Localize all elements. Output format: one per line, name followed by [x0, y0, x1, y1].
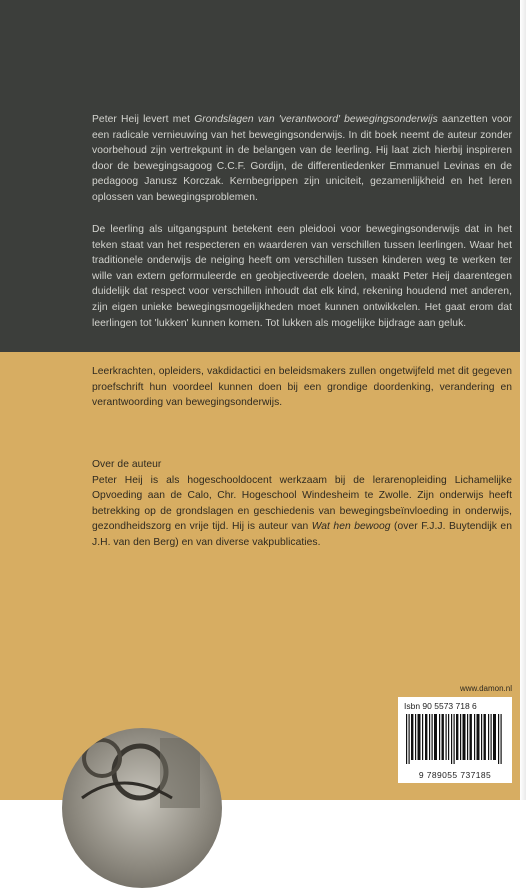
barcode-block: [398, 684, 512, 783]
photo-detail: [62, 728, 222, 888]
barcode-bars: [404, 714, 506, 764]
intro-paragraph: [92, 112, 512, 206]
author-photo: [62, 728, 222, 888]
argument-paragraph: De leerling als uitgangspunt betekent een pleidooi voor bewegingsonderwijs dat in het teken staat van het respecteren en waarderen van verschillen tussen leerlingen. Waar het traditionele onderwijs de neiging heeft om verschillen tussen kinderen weg te werken ter wille van extern geformuleerde en geobjectiveerde doelen, maakt Peter Heij daarentegen duidelijk dat respect voor verschillen inhoudt dat elk kind, rekening houdend met anderen, zijn eigen unieke bewegingsmogelijkheden moet kunnen ontwikkelen. Het gaat erom dat leerlingen tot 'lukken' kunnen komen. Tot lukken als mogelijke bijdrage aan geluk.: [92, 224, 512, 329]
barcode-label: [398, 697, 512, 783]
about-author-section: [92, 457, 512, 551]
author-book-title: Wat hen bewoog: [311, 521, 391, 533]
barcode-number: 9 789055 737185: [418, 770, 492, 780]
intro-rest: aanzetten voor een radicale vernieuwing van het bewegingsonderwijs. In dit boek neemt de auteur zonder voorbehoud zijn vertrekpunt in de belangen van de leerling. Hij laat zich hierbij inspireren door de bewegingsagoog C.C.F. Gordijn, de differentiedenker Emmanuel Levinas en de pedagoog Janusz Korczak. Kernbegrippen zijn uniciteit, gezamenlijkheid en het leren oplossen van bewegingsproblemen.: [92, 114, 512, 203]
publisher-url: www.damon.nl: [459, 684, 512, 693]
about-author-text-end: (over F.J.J. Buytendijk en J.H. van den Berg) en van diverse vakpublicaties.: [92, 521, 512, 548]
intro-lead: Peter Heij levert met: [92, 114, 195, 125]
page-edge: [520, 0, 526, 800]
about-author-text: Peter Heij is als hogeschooldocent werkzaam bij de lerarenopleiding Lichamelijke Opvoeding aan de Calo, Chr. Hogeschool Windesheim te Zwolle. Zijn onderwijs heeft betrekking op de grondslagen en geschiedenis van bewegingsbeïnvloeding in onderwijs, gezondheidszorg en vrije tijd. Hij is auteur van: [92, 474, 512, 533]
isbn-label: Isbn 90 5573 718 6: [404, 701, 477, 711]
about-author-heading: Over de auteur: [92, 459, 162, 470]
book-title: Grondslagen van 'verantwoord' bewegingsonderwijs: [194, 114, 438, 125]
audience-paragraph: Leerkrachten, opleiders, vakdidactici en beleidsmakers zullen ongetwijfeld met dit gegeven proefschrift hun voordeel kunnen doen bij een grondige doordenking, verandering en verantwoording van bewegingsonderwijs.: [92, 366, 512, 409]
